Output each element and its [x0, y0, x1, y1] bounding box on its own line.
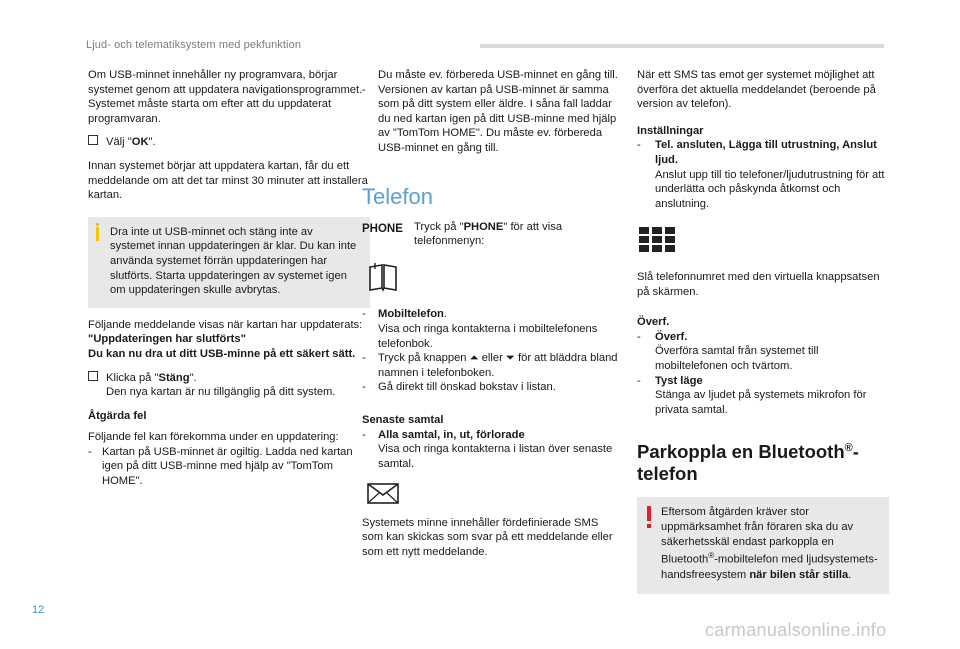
keypad-text: Slå telefonnumret med den virtuella knappsatsen på skärmen. — [637, 270, 880, 298]
update-intro: Om USB-minnet innehåller ny programvara, börjar systemet genom att uppdatera navigationsprogrammet. Systemet måste starta om efter att du uppdaterat programvaran. — [88, 69, 363, 125]
fix-heading: Åtgärda fel — [88, 409, 147, 422]
running-header: Ljud- och telematiksystem med pekfunktion — [86, 39, 302, 51]
section-title-telefon: Telefon — [362, 183, 433, 209]
map-update-note: Innan systemet börjar att uppdatera kartan, får du ett meddelande om att det tar minst 30 minuter att installera kartan. — [88, 159, 368, 202]
column-left — [88, 68, 370, 489]
column-middle — [362, 68, 620, 560]
section-title-bluetooth: Parkoppla en Bluetooth®- telefon — [637, 441, 859, 485]
transfer-heading: Överf. — [637, 316, 670, 329]
info-box: Dra inte ut USB-minnet och stäng inte av systemet innan uppdateringen är klar. Du kan inte använda systemet förrän uppdateringen har slutförts. Starta uppdateringen av systemet igen om uppdateringen skulle avbrytas. — [88, 217, 370, 308]
arrow-down-icon: ⏷ — [505, 352, 515, 365]
warning-icon-dot — [647, 524, 651, 528]
info-icon-dot — [96, 223, 99, 226]
message-body: Du kan nu dra ut ditt USB-minne på ett säkert sätt. — [88, 347, 356, 360]
message-title: "Uppdateringen har slutförts" — [88, 333, 246, 346]
transfer-item: - Överf. Överföra samtal från systemet till mobiltelefonen och tvärtom. — [637, 330, 819, 372]
warning-box: Eftersom åtgärden kräver stor uppmärksamhet från föraren ska du av säkerhetsskäl endast parkoppla en Bluetooth®-mobiltelefon med ljudsystemets-handsfreesystem när bilen står stilla. — [637, 497, 889, 594]
browse-item: - Tryck på knappen ⏶ eller ⏷ för att bläddra bland namnen i telefonboken. — [362, 352, 618, 379]
info-icon — [96, 227, 99, 241]
sms-transfer-text: När ett SMS tas emot ger systemet möjlighet att överföra det aktuella meddelandet (beroende på version av telefon). — [637, 69, 876, 111]
arrow-up-icon: ⏶ — [469, 352, 479, 365]
settings-item: - Tel. ansluten, Lägga till utrustning, Anslut ljud. Anslut upp till tio telefoner/ljudutrustning för att underlätta och påskynda åtkomst och anslutning. — [637, 139, 885, 210]
fix-intro: Följande fel kan förekomma under en uppdatering: — [88, 431, 339, 444]
phone-button-icon: PHONE — [362, 222, 403, 235]
check-ok: Välj "OK". — [88, 135, 370, 150]
mobiltelefon-item: - Mobiltelefon. Visa och ringa kontakterna i mobiltelefonens telefonbok. — [362, 308, 598, 350]
page-number: 12 — [32, 604, 45, 616]
recent-calls-heading: Senaste samtal — [362, 413, 444, 426]
keypad-icon — [637, 225, 889, 260]
mute-item: - Tyst läge Stänga av ljudet på systemets mikrofon för privata samtal. — [637, 374, 867, 416]
check-icon — [88, 371, 106, 386]
column-right — [637, 68, 889, 594]
watermark: carmanualsonline.info — [705, 620, 887, 640]
recent-calls-item: - Alla samtal, in, ut, förlorade Visa och ringa kontakterna i listan över senaste samtal. — [362, 428, 613, 470]
letter-item: - Gå direkt till önskad bokstav i listan. — [362, 381, 556, 394]
phone-row: PHONE Tryck på "PHONE" för att visa telefonmenyn: — [362, 220, 563, 248]
check-icon — [88, 135, 106, 150]
settings-heading: Inställningar — [637, 124, 704, 137]
check-close: Klicka på "Stäng". — [88, 371, 370, 386]
new-map-available: Den nya kartan är nu tillgänglig på ditt system. — [106, 386, 336, 399]
sms-text: Systemets minne innehåller fördefinierade SMS som kan skickas som svar på ett meddelande eller som ett nytt meddelande. — [362, 516, 613, 559]
header-rule — [480, 44, 884, 48]
fix-item-1: - Kartan på USB-minnet är ogiltig. Ladda ned kartan igen på ditt USB-minne med hjälp av "TomTom HOME". — [88, 445, 353, 488]
phonebook-icon — [362, 263, 620, 298]
sms-icon — [362, 481, 620, 510]
fix-item-2: - Versionen av kartan på USB-minnet är samma som på ditt system eller äldre. I såna fall laddar du ned kartan igen på ditt USB-minne med hjälp av "TomTom HOME". Du måste ev. förbereda USB-minnet en gång till. — [362, 83, 617, 154]
fix-item-1-cont: Du måste ev. förbereda USB-minnet en gång till. — [378, 69, 618, 81]
message-intro: Följande meddelande visas när kartan har uppdaterats: — [88, 318, 363, 331]
warning-icon — [647, 506, 651, 521]
